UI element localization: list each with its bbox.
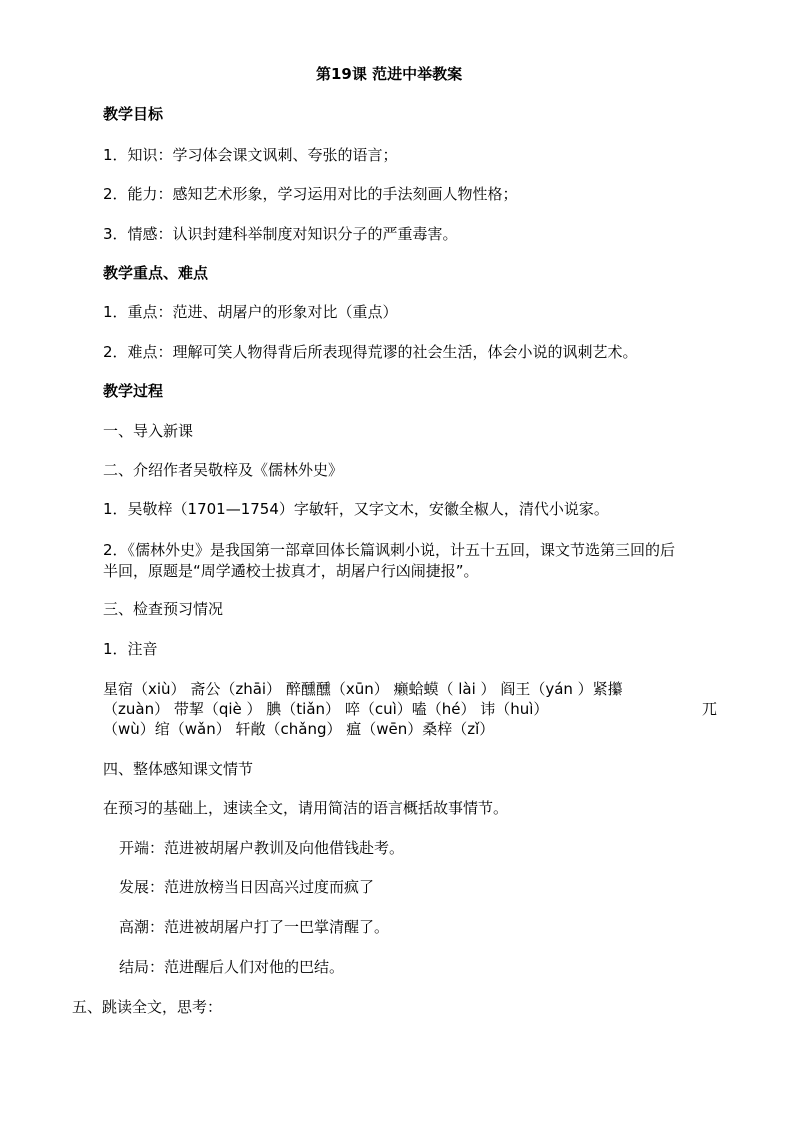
pinyin-line-2-end: 兀: [702, 700, 718, 718]
step-author-intro: 二、介绍作者吴敬梓及《儒林外史》: [103, 461, 344, 479]
pinyin-line-2: （zuàn） 带挈（qiè ） 腆（tiǎn） 啐（cuì）嗑（hé） 讳（huì）: [103, 700, 549, 718]
plot-ending: 结局：范进醒后人们对他的巴结。: [119, 958, 345, 976]
goal-ability: 2．能力：感知艺术形象，学习运用对比的手法刻画人物性格；: [103, 185, 518, 203]
step-skim-reading: 五、跳读全文，思考：: [72, 998, 223, 1016]
step-overall-plot: 四、整体感知课文情节: [103, 760, 254, 778]
key-point-focus: 1．重点：范进、胡屠户的形象对比（重点）: [103, 303, 398, 321]
goal-knowledge: 1．知识：学习体会课文讽刺、夸张的语言；: [103, 146, 398, 164]
pinyin-line-3: （wù）绾（wǎn） 轩敞（chǎng） 瘟（wēn）桑梓（zǐ）: [103, 720, 495, 738]
book-intro-line1: 2．《儒林外史》是我国第一部章回体长篇讽刺小说，计五十五回，课文节选第三回的后: [103, 541, 676, 559]
heading-key-points: 教学重点、难点: [103, 264, 209, 282]
heading-teaching-process: 教学过程: [103, 382, 164, 400]
pinyin-line-1: 星宿（xiù） 斋公（zhāi） 醉醺醺（xūn） 癞蛤蟆（ lài ） 阎王（yán ）紧攥: [103, 680, 623, 698]
pinyin-subheading: 1．注音: [103, 640, 158, 658]
book-intro-line2: 半回，原题是“周学遹校士拔真才，胡屠户行凶闹捷报”。: [103, 562, 479, 580]
key-point-difficulty: 2．难点：理解可笑人物得背后所表现得荒谬的社会生活，体会小说的讽刺艺术。: [103, 343, 638, 361]
step-check-preview: 三、检查预习情况: [103, 600, 224, 618]
plot-development: 发展：范进放榜当日因高兴过度而疯了: [119, 878, 375, 896]
heading-teaching-goals: 教学目标: [103, 105, 164, 123]
plot-beginning: 开端：范进被胡屠户教训及向他借钱赴考。: [119, 839, 405, 857]
plot-climax: 高潮：范进被胡屠户打了一巴掌清醒了。: [119, 918, 390, 936]
author-bio: 1．吴敬梓（1701—1754）字敏轩，又字文木，安徽全椒人，清代小说家。: [103, 500, 609, 518]
page-title: 第19课 范进中举教案: [316, 65, 463, 83]
plot-instruction: 在预习的基础上，速读全文，请用简洁的语言概括故事情节。: [103, 799, 509, 817]
goal-emotion: 3．情感：认识封建科举制度对知识分子的严重毒害。: [103, 225, 458, 243]
step-intro-lesson: 一、导入新课: [103, 422, 194, 440]
